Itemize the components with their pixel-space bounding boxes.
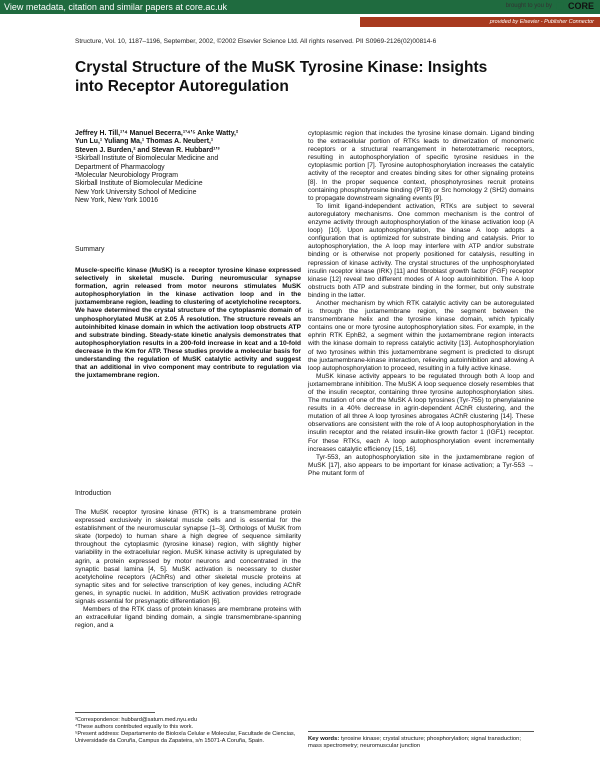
affiliation-2a: ²Molecular Neurobiology Program (75, 172, 179, 180)
right-column-text (308, 130, 534, 478)
keywords-divider (308, 731, 534, 732)
summary-heading: Summary (75, 246, 105, 253)
summary-text: Muscle-specific kinase (MuSK) is a receptor tyrosine kinase expressed selectively in skeletal muscle. During neuromuscular synapse formation, agrin released from motor neurons stimulates MuSK autophosphorylation in the kinase activation loop and in the juxtamembrane region, leading to clustering of acetylcholine receptors. We have determined the crystal structure of the cytoplasmic domain of unphosphorylated MuSK at 2.05 Å resolution. The structure reveals an autoinhibited kinase domain in which the activation loop obstructs ATP and substrate binding. Steady-state kinetic analysis demonstrates that autophosphorylation results in a 200-fold increase in kcat and a 10-fold decrease in the Km for ATP. These studies provide a molecular basis for understanding the regulation of MuSK catalytic activity and suggest that an additional in vivo component may contribute to regulation via the juxtamembrane region. (75, 267, 301, 380)
footnote-4: ⁴These authors contributed equally to this work. (75, 724, 194, 730)
right-paragraph-3: Another mechanism by which RTK catalytic activity can be autoregulated is through the juxtamembrane region, the segment between the transmembrane helix and the tyrosine kinase domain, which typically contains one or more tyrosine autophosphorylation sites. For example, in the ephrin RTK EphB2, a segment within the juxtamembrane region interacts with the kinase domain to repress catalytic activity [13]. Autophosphorylation of two tyrosines within this juxtamembrane segment is predicted to disrupt the juxtamembrane-kinase interaction, relieving autoinhibition and allowing A loop autophosphorylation to proceed, resulting in a fully active kinase. (308, 299, 534, 372)
footnote-3: ³Correspondence: hubbard@saturn.med.nyu.edu (75, 717, 197, 723)
core-badge[interactable] (506, 2, 594, 10)
right-paragraph-5: Tyr-553, an autophosphorylation site in the juxtamembrane region of MuSK [17], also appears to be important for kinase activation; a Tyr-553 → Phe mutant form of (308, 453, 534, 477)
keywords (308, 736, 534, 750)
keywords-label: Key words: (308, 736, 340, 742)
author-names-2: Yun Lu,¹ Yuliang Ma,¹ Thomas A. Neubert,¹ (75, 138, 214, 146)
right-paragraph-2: To limit ligand-independent activation, RTKs are subject to several autoregulatory mechanisms. One common mechanism is the control of enzyme activity through autophosphorylation of the kinase activation loop (A loop) [10]. Upon autophosphorylation, the kinase A loop adopts a configuration that is optimized for substrate binding and catalysis. Prior to autophosphorylation, the A loop may interfere with ATP and/or substrate binding or is otherwise not properly positioned for catalysis, resulting in repression of kinase activity. The crystal structures of the unphosphorylated insulin receptor kinase (IRK) [11] and fibroblast growth factor (FGF) receptor kinase [12] reveal two different modes of A loop autoinhibition. The A loop obstructs both ATP and substrate binding in the former, but only substrate binding in the latter. (308, 202, 534, 299)
author-block (75, 130, 295, 206)
journal-citation: Structure, Vol. 10, 1187–1196, September, 2002, ©2002 Elsevier Science Ltd. All rights reserved. PII S0969-2126(02)00814-6 (75, 38, 437, 45)
affiliation-2b: Skirball Institute of Biomolecular Medicine (75, 180, 203, 188)
intro-paragraph-2: Members of the RTK class of protein kinases are membrane proteins with an extracellular ligand binding domain, a single transmembrane-spanning region, and a (75, 606, 301, 630)
introduction-text (75, 509, 301, 630)
author-names-1: Jeffrey H. Till,¹ʼ⁴ Manuel Becerra,¹ʼ⁴ʼ⁵ Anke Watty,² (75, 130, 239, 137)
affiliation-2d: New York, New York 10016 (75, 197, 159, 205)
brought-by-text: brought to you by (505, 3, 552, 9)
footnotes (75, 717, 303, 745)
right-paragraph-4: MuSK kinase activity appears to be regulated through both A loop and juxtamembrane inhibition. The MuSK A loop sequence closely resembles that of the insulin receptor, containing three tyrosine autophosphorylation sites. The mutation of one of the MuSK A loop tyrosines (Tyr-755) to phenylalanine results in a 40% decrease in agrin-dependent AChR clustering, and the mutation of all three A loop tyrosines abrogates AChR clustering [14]. These observations are consistent with the role of A loop autophosphorylation in the insulin receptor and the related insulin-like growth factor 1 (IGF1) receptor. For these RTKs, each A loop autophosphorylation event incrementally increases catalytic efficiency [15, 16]. (308, 372, 534, 453)
intro-paragraph-1: The MuSK receptor tyrosine kinase (RTK) is a transmembrane protein expressed exclusively in skeletal muscle cells and is essential for the establishment of the neuromuscular synapse [1–3]. Orthologs of MuSK from skate (torpedo) to human share a high degree of sequence similarity throughout the cytoplasmic (tyrosine kinase) region, with slightly higher variability in the extracellular region. MuSK kinase activity is upregulated by agrin, a protein expressed by motor neurons and concentrated in the synaptic basal lamina [4, 5]. MuSK activation is necessary to cluster acetylcholine receptors (AChRs) and other skeletal muscle proteins at synaptic sites and for selective transcription of key genes, including AChR genes, in synaptic nuclei. In addition, MuSK activation provides retrograde signals essential for presynaptic differentiation [6]. (75, 509, 301, 606)
footnote-5: ⁵Present address: Departamento de Bioloxía Celular e Molecular, Facultade de Ciencias, Universidade da Coruña, Campus da Zapateira, s/n 15071-A Coruña, Spain. (75, 731, 296, 744)
core-brand: CORE (567, 1, 594, 11)
affiliation-1b: Department of Pharmacology (75, 163, 165, 171)
provider-banner[interactable] (360, 17, 600, 27)
footnote-divider (75, 712, 155, 713)
right-paragraph-1: cytoplasmic region that includes the tyrosine kinase domain. Ligand binding to the extracellular portion of RTKs leads to dimerization of monomeric receptors or a structural rearrangement in heterotetrameric receptors, resulting in autophosphorylation of specific tyrosine residues in the cytoplasmic portion [7]. Tyrosine autophosphorylation increases the catalytic activity of the receptor and creates binding sites for other signaling proteins [8]. In the proper sequence context, phosphotyrosines recruit proteins containing phosphotyrosine binding (PTB) or Src homology 2 (SH2) domains to propagate downstream signaling events [9]. (308, 130, 534, 202)
affiliation-1a: ¹Skirball Institute of Biomolecular Medicine and (75, 155, 219, 163)
paper-title: Crystal Structure of the MuSK Tyrosine Kinase: Insights into Receptor Autoregulation (75, 59, 488, 95)
author-names-3: Steven J. Burden,² and Stevan R. Hubbard¹ʼ³ (75, 146, 220, 154)
core-metadata-link[interactable]: View metadata, citation and similar papers at core.ac.uk (4, 2, 227, 12)
affiliation-2c: New York University School of Medicine (75, 188, 197, 196)
keywords-text: tyrosine kinase; crystal structure; phosphorylation; signal transduction; mass spectrometry; neuromuscular junction (308, 736, 521, 750)
introduction-heading: Introduction (75, 490, 112, 497)
provider-text: provided by Elsevier - Publisher Connector (489, 19, 594, 25)
core-logo-icon (556, 2, 564, 10)
